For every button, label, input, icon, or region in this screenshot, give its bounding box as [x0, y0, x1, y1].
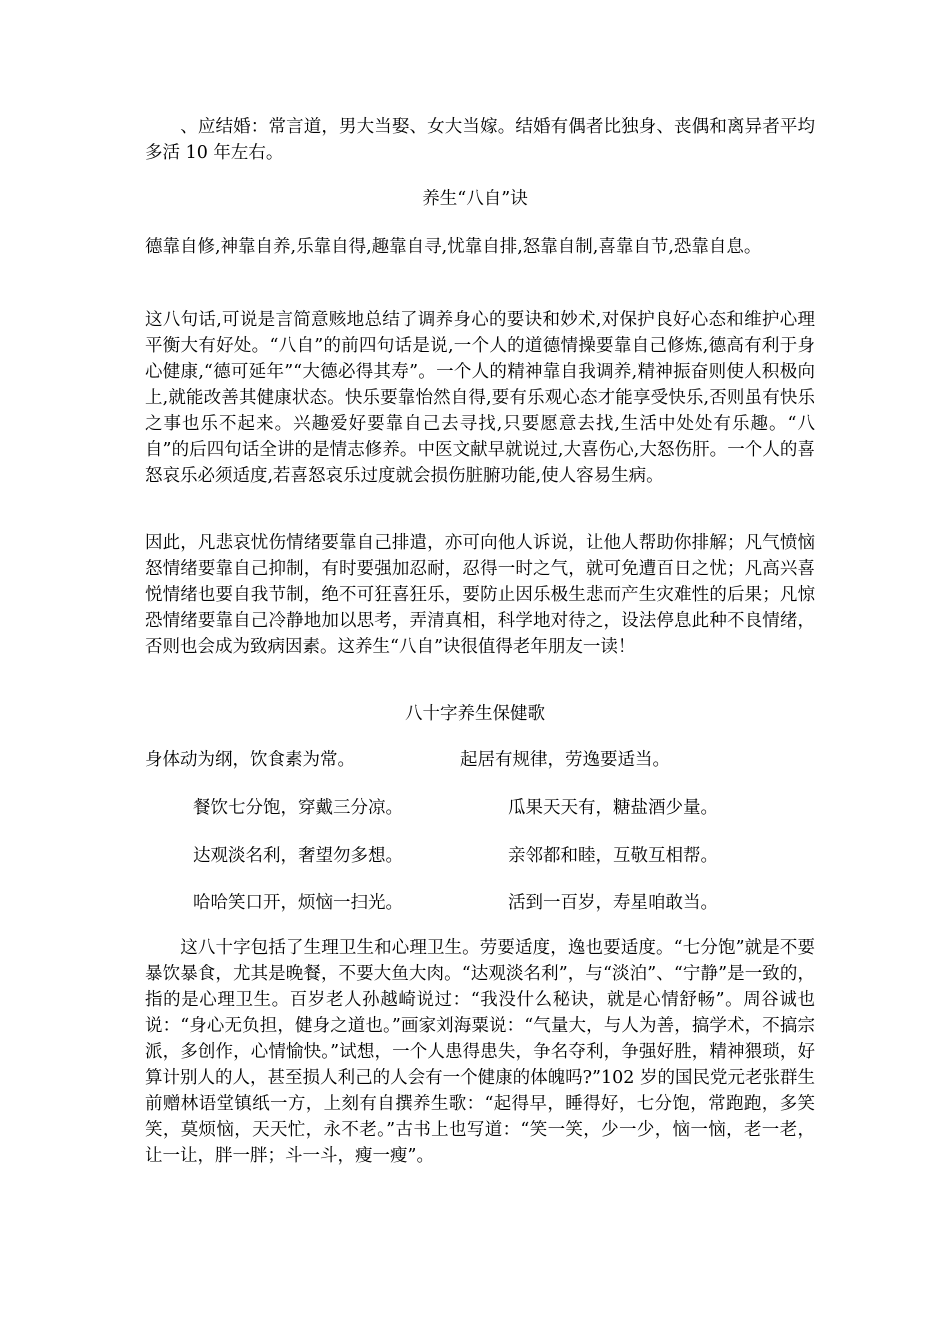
verse-line-3b: 亲邻都和睦，互敬互相帮。: [508, 846, 718, 866]
verse-line-3a: 达观淡名利，奢望勿多想。: [193, 846, 403, 866]
paragraph-eight-self-explanation: 这八句话,可说是言简意赅地总结了调养身心的要诀和妙术,对保护良好心态和维护心理平衡大有好处。“八自”的前四句话是说,一个人的道德情操要靠自己修炼,德高有利于身心健康,“德可延年”“大德必得其寿”。一个人的精神靠自我调养,精神振奋则使人积极向上,就能改善其健康状态。快乐要靠怡然自得,要有乐观心态才能享受快乐,否则虽有快乐之事也乐不起来。兴趣爱好要靠自己去寻找,只要愿意去找,生活中处处有乐趣。“八自”的后四句话全讲的是情志修养。中医文献早就说过,大喜伤心,大怒伤肝。一个人的喜怒哀乐必须适度,若喜怒哀乐过度就会损伤脏腑功能,使人容易生病。: [145, 310, 815, 486]
verse-line-1b: 起居有规律，劳逸要适当。: [460, 750, 670, 770]
heading-eighty-characters: 八十字养生保健歌: [405, 704, 545, 724]
paragraph-commentary: 这八十字包括了生理卫生和心理卫生。劳要适度，逸也要适度。“七分饱”就是不要暴饮暴食，尤其是晚餐，不要大鱼大肉。“达观淡名利”，与“淡泊”、“宁静”是一致的，指的是心理卫生。百岁老人孙越崎说过：“我没什么秘诀，就是心情舒畅”。周谷诚也说：“身心无负担，健身之道也。”画家刘海粟说：“气量大，与人为善，搞学术，不搞宗派，多创作，心情愉快。”试想，一个人患得患失，争名夺利，争强好胜，精神猥琐，好算计别人的人，甚至损人利己的人会有一个健康的体魄吗?”102 岁的国民党元老张群生前赠林语堂镇纸一方，上刻有自撰养生歌：“起得早，睡得好，七分饱，常跑跑，多笑笑，莫烦恼，天天忙，永不老。”古书上也写道：“笑一笑，少一少，恼一恼，老一老，让一让，胖一胖；斗一斗，瘦一瘦”。: [145, 938, 815, 1166]
verse-line-4a: 哈哈笑口开，烦恼一扫光。: [193, 893, 403, 913]
verse-line-1a: 身体动为纲，饮食素为常。: [145, 750, 355, 770]
heading-eight-self: 养生“八自”诀: [422, 189, 528, 209]
verse-line-2a: 餐饮七分饱，穿戴三分凉。: [193, 798, 403, 818]
verse-line-4b: 活到一百岁，寿星咱敢当。: [508, 893, 718, 913]
paragraph-emotion-control: 因此，凡悲哀忧伤情绪要靠自己排遣，亦可向他人诉说，让他人帮助你排解；凡气愤恼怒情绪要靠自己抑制，有时要强加忍耐，忍得一时之气，就可免遭百日之忧；凡高兴喜悦情绪也要自我节制，绝不可狂喜狂乐，要防止因乐极生悲而产生灾难性的后果；凡惊恐情绪要靠自己冷静地加以思考，弄清真相，科学地对待之，设法停息此种不良情绪，否则也会成为致病因素。这养生“八自”诀很值得老年朋友一读！: [145, 533, 815, 657]
paragraph-eight-self-verse: 德靠自修,神靠自养,乐靠自得,趣靠自寻,忧靠自排,怒靠自制,喜靠自节,恐靠自息。: [145, 237, 762, 257]
verse-line-2b: 瓜果天天有，糖盐酒少量。: [508, 798, 718, 818]
paragraph-marriage: 、应结婚：常言道，男大当娶、女大当嫁。结婚有偶者比独身、丧偶和离异者平均多活 10 年左右。: [145, 117, 815, 163]
